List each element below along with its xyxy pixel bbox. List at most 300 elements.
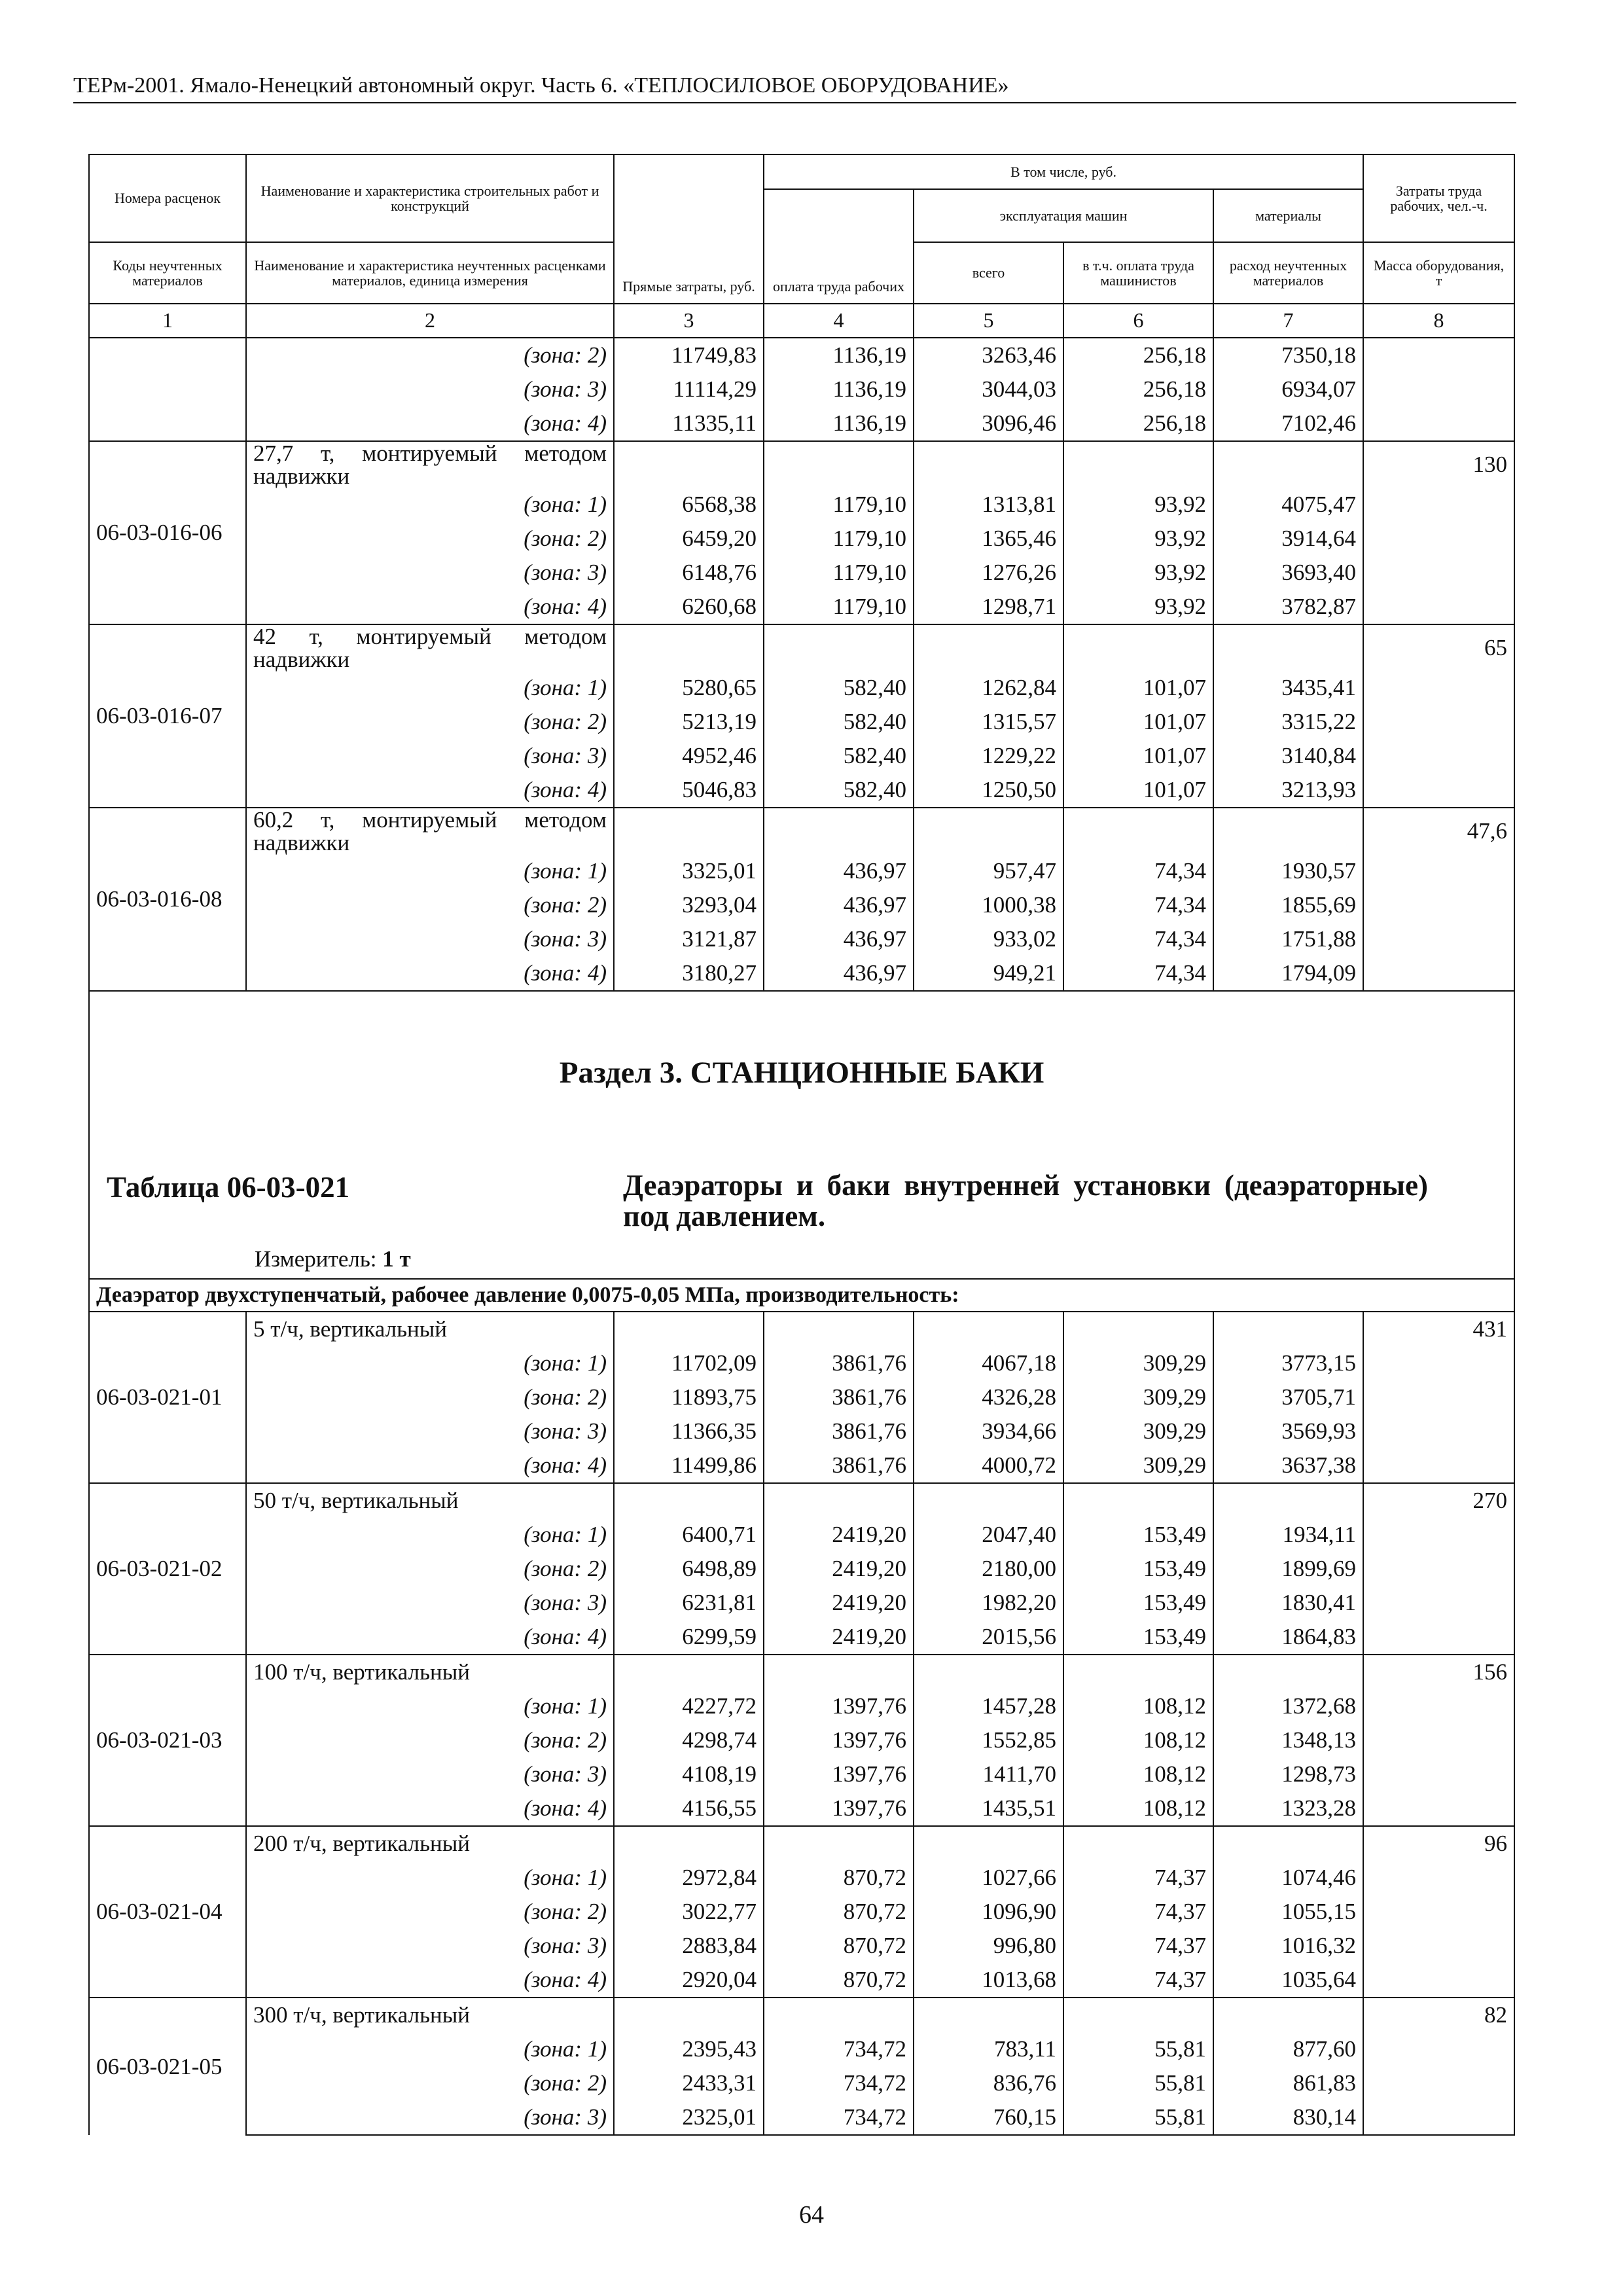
zone-label: (зона: 3) <box>246 739 614 773</box>
machines-driver-value: 93,92 <box>1063 556 1213 590</box>
table-row <box>89 1655 1514 1689</box>
zone-label: (зона: 2) <box>246 888 614 922</box>
materials-value: 1016,32 <box>1213 1929 1363 1963</box>
table-row <box>89 1346 1514 1380</box>
machines-driver-value: 309,29 <box>1063 1346 1213 1380</box>
machines-total-value: 1315,57 <box>914 705 1063 739</box>
materials-value: 3914,64 <box>1213 522 1363 556</box>
machines-driver-value: 108,12 <box>1063 1723 1213 1757</box>
direct-cost-value: 2395,43 <box>614 2032 764 2066</box>
machines-total-value: 1552,85 <box>914 1723 1063 1757</box>
direct-cost-value: 11114,29 <box>614 372 764 406</box>
machines-driver-value: 256,18 <box>1063 406 1213 441</box>
section-title: Раздел 3. СТАНЦИОННЫЕ БАКИ <box>559 1056 1044 1090</box>
materials-value: 3140,84 <box>1213 739 1363 773</box>
direct-cost-value: 11749,83 <box>614 338 764 372</box>
direct-cost-value: 6148,76 <box>614 556 764 590</box>
table-row <box>89 338 1514 372</box>
zone-label: (зона: 4) <box>246 1448 614 1483</box>
direct-cost-value: 6299,59 <box>614 1620 764 1655</box>
table-row <box>89 854 1514 888</box>
machines-driver-value: 153,49 <box>1063 1620 1213 1655</box>
machines-driver-value: 93,92 <box>1063 522 1213 556</box>
labor-pay-value: 3861,76 <box>764 1414 914 1448</box>
labor-cost-value <box>1363 956 1514 991</box>
zone-label: (зона: 4) <box>246 773 614 808</box>
machines-total-value: 1365,46 <box>914 522 1063 556</box>
labor-cost-value <box>1363 1689 1514 1723</box>
machines-driver-value: 309,29 <box>1063 1414 1213 1448</box>
machines-driver-value: 153,49 <box>1063 1518 1213 1552</box>
table-row <box>89 1963 1514 1998</box>
labor-pay-value: 1397,76 <box>764 1791 914 1826</box>
labor-cost-value <box>1363 705 1514 739</box>
machines-total-value: 1229,22 <box>914 739 1063 773</box>
table-row <box>89 956 1514 991</box>
table-row <box>89 1757 1514 1791</box>
materials-value: 3693,40 <box>1213 556 1363 590</box>
machines-driver-value: 74,37 <box>1063 1929 1213 1963</box>
table-row <box>89 1586 1514 1620</box>
table-row <box>89 2066 1514 2100</box>
zone-label: (зона: 3) <box>246 922 614 956</box>
rate-description: 300 т/ч, вертикальный <box>246 1998 614 2032</box>
labor-pay-value: 1179,10 <box>764 590 914 624</box>
rate-code: 06-03-021-02 <box>89 1483 246 1655</box>
machines-total-value: 949,21 <box>914 956 1063 991</box>
rates-body-before <box>89 338 1514 991</box>
materials-value: 830,14 <box>1213 2100 1363 2135</box>
machines-total-value: 996,80 <box>914 1929 1063 1963</box>
labor-cost-value <box>1363 2100 1514 2135</box>
header-name-top: Наименование и характеристика строительных работ и конструкций <box>246 154 614 242</box>
rate-code: 06-03-016-06 <box>89 441 246 624</box>
rate-description: 27,7 т, монтируемый методом надвижки <box>246 441 614 488</box>
direct-cost-value: 2883,84 <box>614 1929 764 1963</box>
rate-code: 06-03-016-07 <box>89 624 246 808</box>
materials-value: 3773,15 <box>1213 1346 1363 1380</box>
machines-total-value: 4326,28 <box>914 1380 1063 1414</box>
machines-driver-value: 93,92 <box>1063 488 1213 522</box>
table-row <box>89 1723 1514 1757</box>
section-title-block <box>89 991 1514 1279</box>
table-row <box>89 922 1514 956</box>
table-row <box>89 2100 1514 2135</box>
labor-pay-value: 436,97 <box>764 854 914 888</box>
labor-pay-value: 3861,76 <box>764 1448 914 1483</box>
direct-cost-value: 3121,87 <box>614 922 764 956</box>
table-row <box>89 372 1514 406</box>
machines-driver-value: 256,18 <box>1063 338 1213 372</box>
table-row <box>89 624 1514 671</box>
direct-cost-value: 4156,55 <box>614 1791 764 1826</box>
machines-driver-value: 74,34 <box>1063 854 1213 888</box>
zone-label: (зона: 4) <box>246 1791 614 1826</box>
header-machines-driver: в т.ч. оплата труда машинистов <box>1063 242 1213 304</box>
machines-total-value: 1000,38 <box>914 888 1063 922</box>
table-header <box>89 154 1514 338</box>
zone-label: (зона: 2) <box>246 705 614 739</box>
labor-cost-value <box>1363 522 1514 556</box>
machines-driver-value: 101,07 <box>1063 671 1213 705</box>
machines-driver-value: 93,92 <box>1063 590 1213 624</box>
zone-label: (зона: 4) <box>246 956 614 991</box>
labor-pay-value: 436,97 <box>764 922 914 956</box>
header-machines: эксплуатация машин <box>914 189 1213 242</box>
zone-label: (зона: 3) <box>246 556 614 590</box>
direct-cost-value: 3180,27 <box>614 956 764 991</box>
table-row <box>89 1483 1514 1518</box>
direct-cost-value: 3022,77 <box>614 1895 764 1929</box>
page-number: 64 <box>799 2201 824 2229</box>
labor-cost-value <box>1363 1414 1514 1448</box>
table-row <box>89 1998 1514 2032</box>
table-row <box>89 406 1514 441</box>
zone-label: (зона: 1) <box>246 1861 614 1895</box>
labor-pay-value: 1179,10 <box>764 556 914 590</box>
machines-driver-value: 108,12 <box>1063 1791 1213 1826</box>
header-labor-pay: оплата труда рабочих <box>764 189 914 304</box>
materials-value: 6934,07 <box>1213 372 1363 406</box>
machines-total-value: 1457,28 <box>914 1689 1063 1723</box>
column-number: 8 <box>1363 304 1514 338</box>
rate-code: 06-03-021-05 <box>89 1998 246 2135</box>
direct-cost-value: 4108,19 <box>614 1757 764 1791</box>
direct-cost-value: 11893,75 <box>614 1380 764 1414</box>
machines-driver-value: 55,81 <box>1063 2032 1213 2066</box>
labor-cost-value <box>1363 1895 1514 1929</box>
rate-code: 06-03-016-08 <box>89 808 246 991</box>
materials-value: 1074,46 <box>1213 1861 1363 1895</box>
direct-cost-value: 2325,01 <box>614 2100 764 2135</box>
zone-label: (зона: 4) <box>246 1963 614 1998</box>
machines-total-value: 836,76 <box>914 2066 1063 2100</box>
materials-value: 3315,22 <box>1213 705 1363 739</box>
direct-cost-value: 6260,68 <box>614 590 764 624</box>
machines-total-value: 1313,81 <box>914 488 1063 522</box>
sub-heading: Деаэратор двухступенчатый, рабочее давление 0,0075-0,05 МПа, производительность: <box>89 1279 1514 1312</box>
machines-total-value: 4067,18 <box>914 1346 1063 1380</box>
labor-cost-value <box>1363 1620 1514 1655</box>
rate-description: 100 т/ч, вертикальный <box>246 1655 614 1689</box>
zone-label: (зона: 3) <box>246 1586 614 1620</box>
table-row <box>89 488 1514 522</box>
table-row <box>89 1826 1514 1861</box>
zone-label: (зона: 4) <box>246 406 614 441</box>
labor-cost-value <box>1363 1346 1514 1380</box>
machines-total-value: 1435,51 <box>914 1791 1063 1826</box>
direct-cost-value: 6400,71 <box>614 1518 764 1552</box>
zone-label: (зона: 2) <box>246 1895 614 1929</box>
materials-value: 4075,47 <box>1213 488 1363 522</box>
labor-pay-value: 3861,76 <box>764 1346 914 1380</box>
materials-value: 1794,09 <box>1213 956 1363 991</box>
materials-value: 1298,73 <box>1213 1757 1363 1791</box>
materials-value: 1899,69 <box>1213 1552 1363 1586</box>
machines-driver-value: 55,81 <box>1063 2066 1213 2100</box>
rate-code: 06-03-021-03 <box>89 1655 246 1826</box>
zone-label: (зона: 1) <box>246 2032 614 2066</box>
header-equip-mass: Масса оборудования, т <box>1363 242 1514 304</box>
machines-driver-value: 101,07 <box>1063 705 1213 739</box>
machines-driver-value: 74,34 <box>1063 922 1213 956</box>
direct-cost-value: 11702,09 <box>614 1346 764 1380</box>
labor-cost-value <box>1363 854 1514 888</box>
rate-code <box>89 338 246 441</box>
rate-code: 06-03-021-04 <box>89 1826 246 1998</box>
header-name-bottom: Наименование и характеристика неучтенных расценками материалов, единица измерения <box>246 242 614 304</box>
direct-cost-value: 5046,83 <box>614 773 764 808</box>
machines-total-value: 4000,72 <box>914 1448 1063 1483</box>
header-direct-costs: Прямые затраты, руб. <box>614 154 764 304</box>
machines-total-value: 1298,71 <box>914 590 1063 624</box>
labor-pay-value: 1136,19 <box>764 372 914 406</box>
machines-total-value: 1013,68 <box>914 1963 1063 1998</box>
labor-pay-value: 582,40 <box>764 671 914 705</box>
labor-cost-value <box>1363 556 1514 590</box>
materials-value: 3213,93 <box>1213 773 1363 808</box>
machines-driver-value: 101,07 <box>1063 739 1213 773</box>
machines-driver-value: 74,37 <box>1063 1861 1213 1895</box>
machines-total-value: 2015,56 <box>914 1620 1063 1655</box>
zone-label: (зона: 2) <box>246 1380 614 1414</box>
labor-pay-value: 582,40 <box>764 739 914 773</box>
materials-value: 1323,28 <box>1213 1791 1363 1826</box>
machines-total-value: 1027,66 <box>914 1861 1063 1895</box>
labor-cost-value <box>1363 488 1514 522</box>
rate-description: 60,2 т, монтируемый методом надвижки <box>246 808 614 854</box>
direct-cost-value: 3325,01 <box>614 854 764 888</box>
rates-table <box>88 154 1515 2136</box>
materials-value: 3435,41 <box>1213 671 1363 705</box>
labor-pay-value: 436,97 <box>764 888 914 922</box>
labor-pay-value: 2419,20 <box>764 1586 914 1620</box>
materials-value: 1934,11 <box>1213 1518 1363 1552</box>
labor-cost-value <box>1363 372 1514 406</box>
labor-cost-value <box>1363 671 1514 705</box>
labor-pay-value: 2419,20 <box>764 1552 914 1586</box>
machines-driver-value: 309,29 <box>1063 1448 1213 1483</box>
machines-driver-value: 153,49 <box>1063 1586 1213 1620</box>
table-row <box>89 1689 1514 1723</box>
header-materials-unaccounted: расход неучтенных материалов <box>1213 242 1363 304</box>
zone-label: (зона: 4) <box>246 1620 614 1655</box>
machines-total-value: 1411,70 <box>914 1757 1063 1791</box>
column-number: 2 <box>246 304 614 338</box>
labor-pay-value: 1179,10 <box>764 488 914 522</box>
labor-pay-value: 870,72 <box>764 1895 914 1929</box>
zone-label: (зона: 1) <box>246 1518 614 1552</box>
table-name: Деаэраторы и баки внутренней установки (деаэраторные) под давлением. <box>623 1169 1428 1233</box>
machines-driver-value: 256,18 <box>1063 372 1213 406</box>
machines-total-value: 2180,00 <box>914 1552 1063 1586</box>
machines-total-value: 1276,26 <box>914 556 1063 590</box>
materials-value: 1372,68 <box>1213 1689 1363 1723</box>
labor-cost-value: 156 <box>1363 1655 1514 1689</box>
materials-value: 1930,57 <box>1213 854 1363 888</box>
labor-cost-value <box>1363 739 1514 773</box>
table-row <box>89 773 1514 808</box>
labor-pay-value: 582,40 <box>764 773 914 808</box>
labor-cost-value <box>1363 2032 1514 2066</box>
labor-pay-value: 2419,20 <box>764 1620 914 1655</box>
labor-pay-value: 870,72 <box>764 1929 914 1963</box>
zone-label: (зона: 3) <box>246 1414 614 1448</box>
table-row <box>89 1448 1514 1483</box>
labor-cost-value <box>1363 1448 1514 1483</box>
materials-value: 1855,69 <box>1213 888 1363 922</box>
direct-cost-value: 2972,84 <box>614 1861 764 1895</box>
rate-description: 50 т/ч, вертикальный <box>246 1483 614 1518</box>
rate-code: 06-03-021-01 <box>89 1312 246 1483</box>
machines-total-value: 1982,20 <box>914 1586 1063 1620</box>
table-row <box>89 1414 1514 1448</box>
direct-cost-value: 11335,11 <box>614 406 764 441</box>
table-row <box>89 1518 1514 1552</box>
direct-cost-value: 4227,72 <box>614 1689 764 1723</box>
measure-label: Измеритель: <box>255 1246 377 1272</box>
direct-cost-value: 4952,46 <box>614 739 764 773</box>
direct-cost-value: 11499,86 <box>614 1448 764 1483</box>
labor-cost-value <box>1363 338 1514 372</box>
materials-value: 1055,15 <box>1213 1895 1363 1929</box>
direct-cost-value: 2433,31 <box>614 2066 764 2100</box>
zone-label: (зона: 2) <box>246 2066 614 2100</box>
labor-pay-value: 436,97 <box>764 956 914 991</box>
table-row <box>89 1895 1514 1929</box>
table-row <box>89 590 1514 624</box>
direct-cost-value: 3293,04 <box>614 888 764 922</box>
labor-cost-value <box>1363 1861 1514 1895</box>
labor-pay-value: 3861,76 <box>764 1380 914 1414</box>
labor-cost-value <box>1363 1552 1514 1586</box>
column-number: 4 <box>764 304 914 338</box>
zone-label: (зона: 2) <box>246 1723 614 1757</box>
labor-cost-value: 270 <box>1363 1483 1514 1518</box>
rate-description: 5 т/ч, вертикальный <box>246 1312 614 1346</box>
column-number: 6 <box>1063 304 1213 338</box>
table-row <box>89 1552 1514 1586</box>
table-row <box>89 556 1514 590</box>
labor-cost-value: 47,6 <box>1363 808 1514 854</box>
column-number: 3 <box>614 304 764 338</box>
labor-cost-value <box>1363 1791 1514 1826</box>
section-block <box>89 991 1514 1312</box>
direct-cost-value: 4298,74 <box>614 1723 764 1757</box>
direct-cost-value: 6231,81 <box>614 1586 764 1620</box>
materials-value: 1830,41 <box>1213 1586 1363 1620</box>
direct-cost-value: 6459,20 <box>614 522 764 556</box>
table-row <box>89 2032 1514 2066</box>
direct-cost-value: 11366,35 <box>614 1414 764 1448</box>
machines-total-value: 3096,46 <box>914 406 1063 441</box>
materials-value: 1751,88 <box>1213 922 1363 956</box>
header-labor-cost: Затраты труда рабочих, чел.-ч. <box>1363 154 1514 242</box>
machines-driver-value: 101,07 <box>1063 773 1213 808</box>
machines-total-value: 1250,50 <box>914 773 1063 808</box>
labor-cost-value: 65 <box>1363 624 1514 671</box>
labor-cost-value: 82 <box>1363 1998 1514 2032</box>
labor-pay-value: 1136,19 <box>764 406 914 441</box>
zone-label: (зона: 2) <box>246 522 614 556</box>
machines-total-value: 1262,84 <box>914 671 1063 705</box>
machines-total-value: 3934,66 <box>914 1414 1063 1448</box>
machines-total-value: 1096,90 <box>914 1895 1063 1929</box>
zone-label: (зона: 4) <box>246 590 614 624</box>
machines-total-value: 933,02 <box>914 922 1063 956</box>
materials-value: 861,83 <box>1213 2066 1363 2100</box>
labor-cost-value <box>1363 1723 1514 1757</box>
rates-body-after <box>89 1312 1514 2135</box>
materials-value: 3569,93 <box>1213 1414 1363 1448</box>
table-row <box>89 671 1514 705</box>
labor-cost-value <box>1363 1963 1514 1998</box>
labor-cost-value <box>1363 1757 1514 1791</box>
zone-label: (зона: 2) <box>246 338 614 372</box>
labor-pay-value: 582,40 <box>764 705 914 739</box>
table-row <box>89 888 1514 922</box>
machines-driver-value: 108,12 <box>1063 1757 1213 1791</box>
table-row <box>89 739 1514 773</box>
column-number: 7 <box>1213 304 1363 338</box>
labor-cost-value <box>1363 1380 1514 1414</box>
direct-cost-value: 6568,38 <box>614 488 764 522</box>
labor-pay-value: 734,72 <box>764 2066 914 2100</box>
labor-pay-value: 734,72 <box>764 2100 914 2135</box>
labor-cost-value <box>1363 1518 1514 1552</box>
labor-cost-value: 96 <box>1363 1826 1514 1861</box>
machines-driver-value: 74,37 <box>1063 1895 1213 1929</box>
materials-value: 3705,71 <box>1213 1380 1363 1414</box>
zone-label: (зона: 3) <box>246 1929 614 1963</box>
labor-pay-value: 734,72 <box>764 2032 914 2066</box>
machines-driver-value: 309,29 <box>1063 1380 1213 1414</box>
table-row <box>89 1861 1514 1895</box>
materials-value: 1035,64 <box>1213 1963 1363 1998</box>
machines-total-value: 3263,46 <box>914 338 1063 372</box>
labor-cost-value <box>1363 406 1514 441</box>
zone-label: (зона: 1) <box>246 1689 614 1723</box>
labor-cost-value <box>1363 773 1514 808</box>
table-number: Таблица 06-03-021 <box>107 1171 350 1204</box>
zone-label: (зона: 3) <box>246 372 614 406</box>
zone-label: (зона: 2) <box>246 1552 614 1586</box>
machines-driver-value: 153,49 <box>1063 1552 1213 1586</box>
labor-cost-value <box>1363 1929 1514 1963</box>
column-number: 1 <box>89 304 246 338</box>
zone-label: (зона: 1) <box>246 1346 614 1380</box>
labor-cost-value: 130 <box>1363 441 1514 488</box>
measure-unit <box>255 1246 411 1272</box>
machines-total-value: 957,47 <box>914 854 1063 888</box>
zone-label: (зона: 3) <box>246 2100 614 2135</box>
rate-description: 42 т, монтируемый методом надвижки <box>246 624 614 671</box>
machines-total-value: 783,11 <box>914 2032 1063 2066</box>
table-row <box>89 1312 1514 1346</box>
direct-cost-value: 6498,89 <box>614 1552 764 1586</box>
machines-driver-value: 74,34 <box>1063 888 1213 922</box>
header-machines-total: всего <box>914 242 1063 304</box>
table-row <box>89 705 1514 739</box>
direct-cost-value: 5213,19 <box>614 705 764 739</box>
labor-pay-value: 870,72 <box>764 1861 914 1895</box>
running-header: ТЕРм-2001. Ямало-Ненецкий автономный округ. Часть 6. «ТЕПЛОСИЛОВОЕ ОБОРУДОВАНИЕ» <box>73 73 1516 103</box>
labor-cost-value <box>1363 888 1514 922</box>
zone-label: (зона: 1) <box>246 488 614 522</box>
materials-value: 7102,46 <box>1213 406 1363 441</box>
header-including: В том числе, руб. <box>764 154 1363 189</box>
machines-total-value: 2047,40 <box>914 1518 1063 1552</box>
